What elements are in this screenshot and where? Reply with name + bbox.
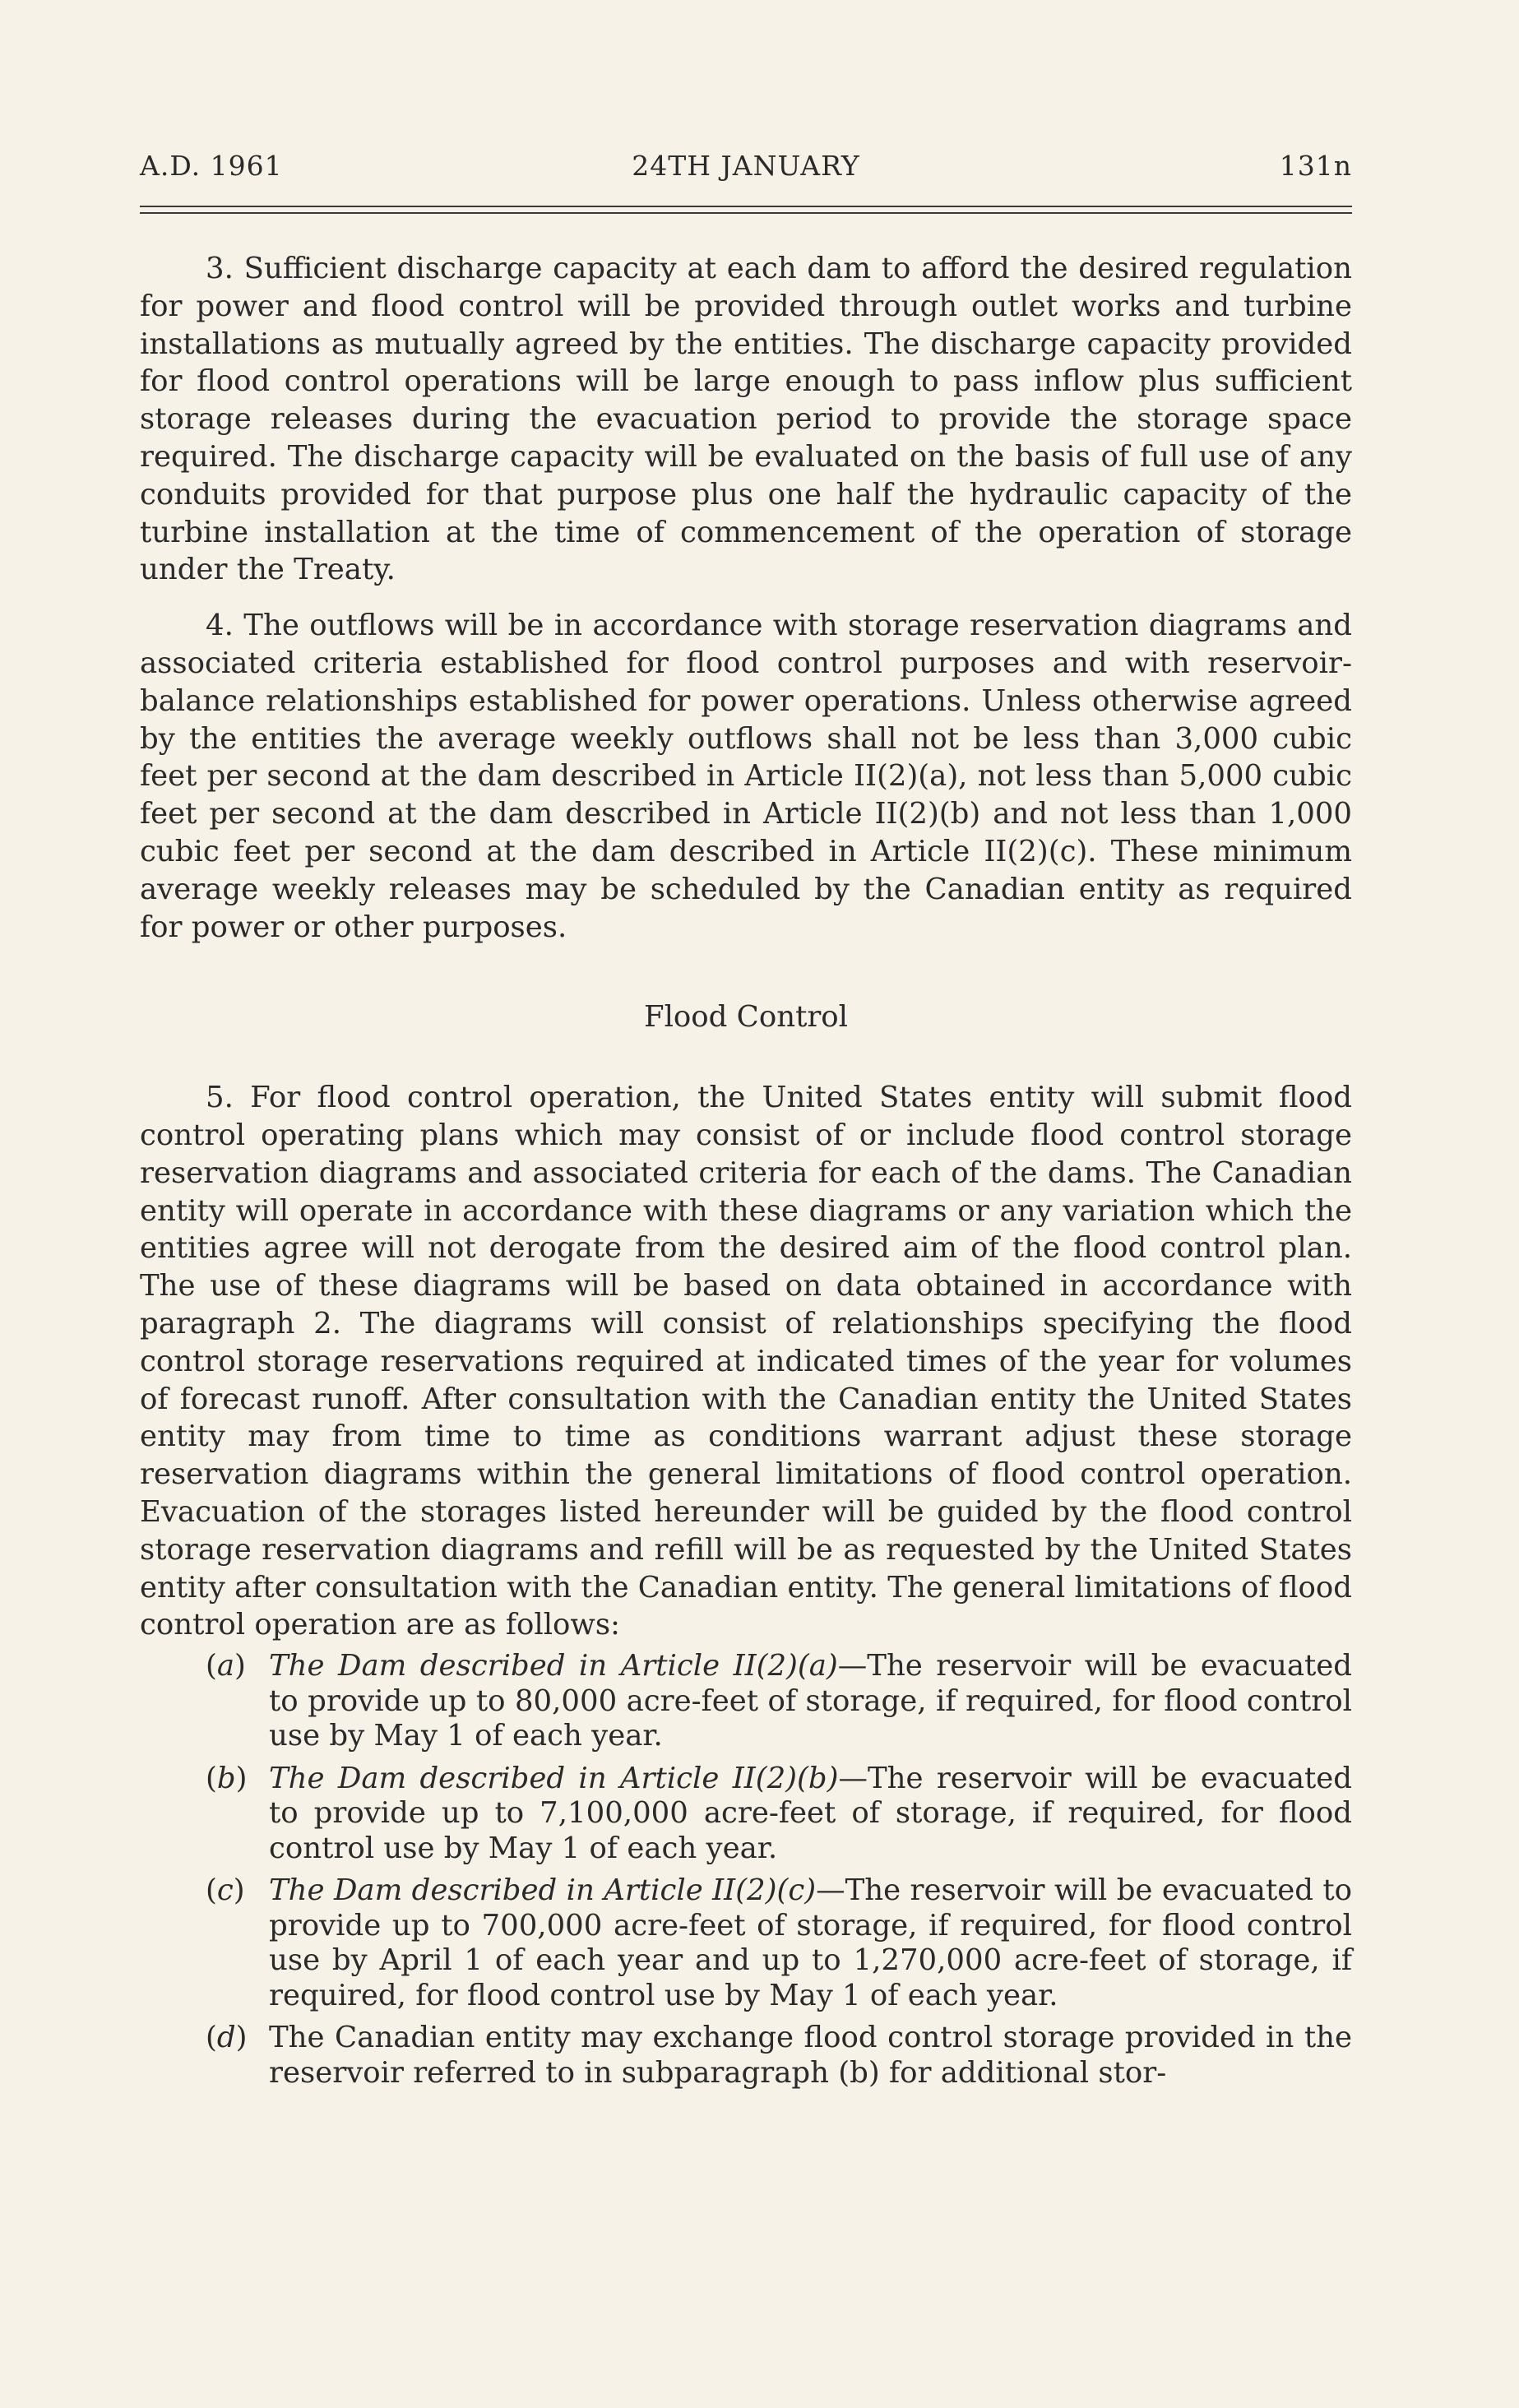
paragraph-5: 5. For flood control operation, the United States entity will submit flood control operating plans which may consist of or include flood control storage reservation diagrams and associated criteria for each of the dams. The Canadian entity will operate in accordance with these diagrams or any variation which the entities agree will not derogate from the desired aim of the flood control plan. The use of these diagrams will be based on data obtained in accordance with paragraph 2. The diagrams will consist of relationships specifying the flood control storage reservations required at indicated times of the year for volumes of forecast runoff. After consultation with the Canadian entity the United States entity may from time to time as conditions warrant adjust these storage reservation diagrams within the general limitations of flood control operation. Evacuation of the storages listed hereunder will be guided by the flood control storage reservation diagrams and refill will be as requested by the United States entity after consultation with the Canadian entity. The general limitations of flood control operation are as follows: [140, 1081, 1352, 1642]
list-item-heading: The Dam described in Article II(2)(a) [269, 1649, 838, 1683]
header-rule-bottom [140, 212, 1352, 214]
list-item-heading: The Dam described in Article II(2)(c) [269, 1873, 817, 1908]
body-text [140, 250, 1352, 2098]
list-item-text: —The reservoir will be evacuated to provide up to 700,000 acre-feet of storage, if required, for flood control use by April 1 of each year and up to 1,270,000 acre-feet of storage, if required, for flood control use by May 1 of each year. [269, 1873, 1352, 2012]
paragraph-3: 3. Sufficient discharge capacity at each dam to afford the desired regulation for power and flood control will be provided through outlet works and turbine installations as mutually agreed by the entities. The discharge capacity provided for flood control operations will be large enough to pass inflow plus sufficient storage releases during the evacuation period to provide the storage space required. The discharge capacity will be evaluated on the basis of full use of any conduits provided for that purpose plus one half the hydraulic capacity of the turbine installation at the time of commencement of the operation of storage under the Treaty. [140, 252, 1352, 587]
list-item-marker: (d) [206, 2021, 248, 2055]
list-item [140, 2021, 1352, 2091]
document-page [140, 0, 1352, 2408]
list-item-marker: (c) [206, 1873, 245, 1908]
list-item [140, 1873, 1352, 2013]
limitations-list [140, 1649, 1352, 2091]
list-item-heading: The Dam described in Article II(2)(b) [269, 1761, 839, 1795]
header-rule-top [140, 206, 1352, 207]
paragraph-4: 4. The outflows will be in accordance with storage reservation diagrams and associated criteria established for flood control purposes and with reservoir-balance relationships established for power operations. Unless otherwise agreed by the entities the average weekly outflows shall not be less than 3,000 cubic feet per second at the dam described in Article II(2)(a), not less than 5,000 cubic feet per second at the dam described in Article II(2)(b) and not less than 1,000 cubic feet per second at the dam described in Article II(2)(c). These minimum average weekly releases may be scheduled by the Canadian entity as required for power or other purposes. [140, 609, 1352, 944]
header-date: 24TH JANUARY [632, 150, 860, 182]
list-item-marker: (b) [206, 1761, 248, 1795]
list-item-text: —The reservoir will be evacuated to provide up to 7,100,000 acre-feet of storage, if required, for flood control use by May 1 of each year. [269, 1761, 1353, 1865]
running-header [140, 150, 1352, 191]
list-item-text: —The reservoir will be evacuated to provide up to 80,000 acre-feet of storage, if required, for flood control use by May 1 of each year. [269, 1649, 1353, 1753]
list-item-text: The Canadian entity may exchange flood control storage provided in the reservoir referred to in subparagraph (b) for additional stor- [269, 2021, 1352, 2090]
header-page-number: 131n [1279, 150, 1352, 182]
list-item-marker: (a) [206, 1649, 246, 1683]
list-item [140, 1649, 1352, 1754]
header-year: A.D. 1961 [140, 150, 283, 182]
section-title: Flood Control [643, 1000, 849, 1035]
list-item [140, 1762, 1352, 1867]
